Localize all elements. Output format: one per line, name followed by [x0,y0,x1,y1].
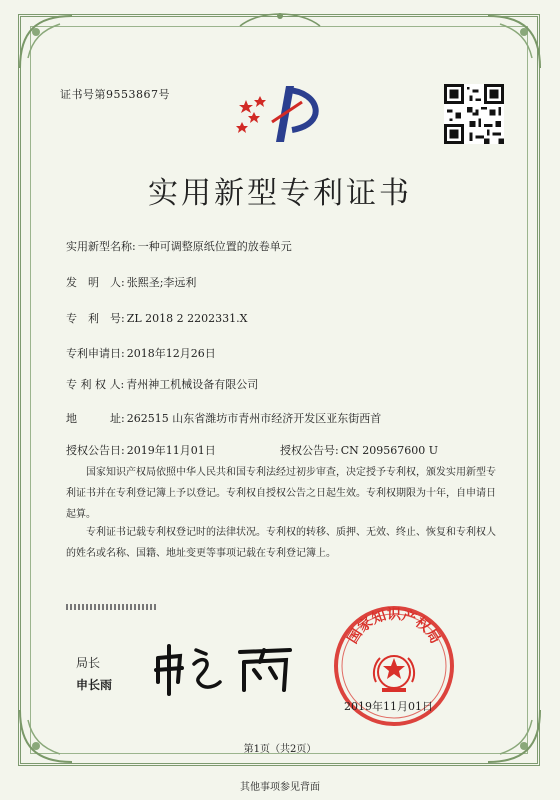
top-center-ornament-icon [230,8,330,32]
svg-text:国家知识产权局 [344,606,443,646]
corner-ornament-bottom-right-icon [484,706,544,766]
grant-date-row [66,442,216,458]
inventor-value: 张熙圣;李远利 [126,276,197,289]
seal-text: 国家知识产权局 [344,607,444,647]
filing-date-label: 专利申请日: [66,347,125,360]
filing-date-row [66,345,216,361]
seal-date: 2019年11月01日 [344,700,433,713]
grant-number-label: 授权公告号: [280,444,339,457]
director-title: 局长 [76,656,101,670]
filing-date-value: 2018年12月26日 [126,347,216,360]
corner-ornament-top-left-icon [16,12,76,72]
address-row [66,410,381,426]
address-label: 地 址: [66,412,125,425]
grant-number-row [280,442,438,458]
page-title: 实用新型专利证书 [148,176,412,211]
certificate-statement-paragraph: 国家知识产权局依照中华人民共和国专利法经过初步审查，决定授予专利权，颁发实用新型专利证书并在专利登记簿上予以登记。专利权自授权公告之日起生效。专利权期限为十年，自申请日起算。 [66,467,496,520]
patent-number-label: 专 利 号: [66,312,125,325]
utility-model-name-value: 一种可调整原纸位置的放卷单元 [137,240,292,253]
inventor-label: 发 明 人: [66,276,125,289]
patent-number-value: ZL 2018 2 2202331.X [126,312,248,325]
footer-note: 其他事项参见背面 [240,782,320,793]
grant-date-label: 授权公告日: [66,444,125,457]
grant-number-value: CN 209567600 U [340,444,439,457]
page-number: 第1页（共2页） [243,744,317,755]
corner-ornament-bottom-left-icon [16,706,76,766]
patentee-row [66,376,258,392]
legal-status-paragraph: 专利证书记载专利权登记时的法律状况。专利权的转移、质押、无效、终止、恢复和专利权人的姓名或名称、国籍、地址变更等事项记载在专利登记簿上。 [66,527,496,559]
director-name: 申长雨 [76,678,113,692]
qr-code-icon [444,84,504,144]
patentee-value: 青州神工机械设备有限公司 [126,378,259,391]
grant-date-value: 2019年11月01日 [126,444,216,457]
patentee-label: 专 利 权 人: [66,378,125,391]
patent-number-row [66,310,247,326]
address-value: 262515 山东省潍坊市青州市经济开发区亚东街西首 [126,412,382,425]
divider [66,604,156,610]
inventor-row [66,274,196,290]
certificate-number: 证书号第9553867号 [60,88,170,101]
cnipa-logo-icon [232,82,332,144]
utility-model-name-label: 实用新型名称: [66,240,136,253]
handwritten-signature-icon [150,638,300,698]
corner-ornament-top-right-icon [484,12,544,72]
utility-model-name-row [66,238,292,254]
